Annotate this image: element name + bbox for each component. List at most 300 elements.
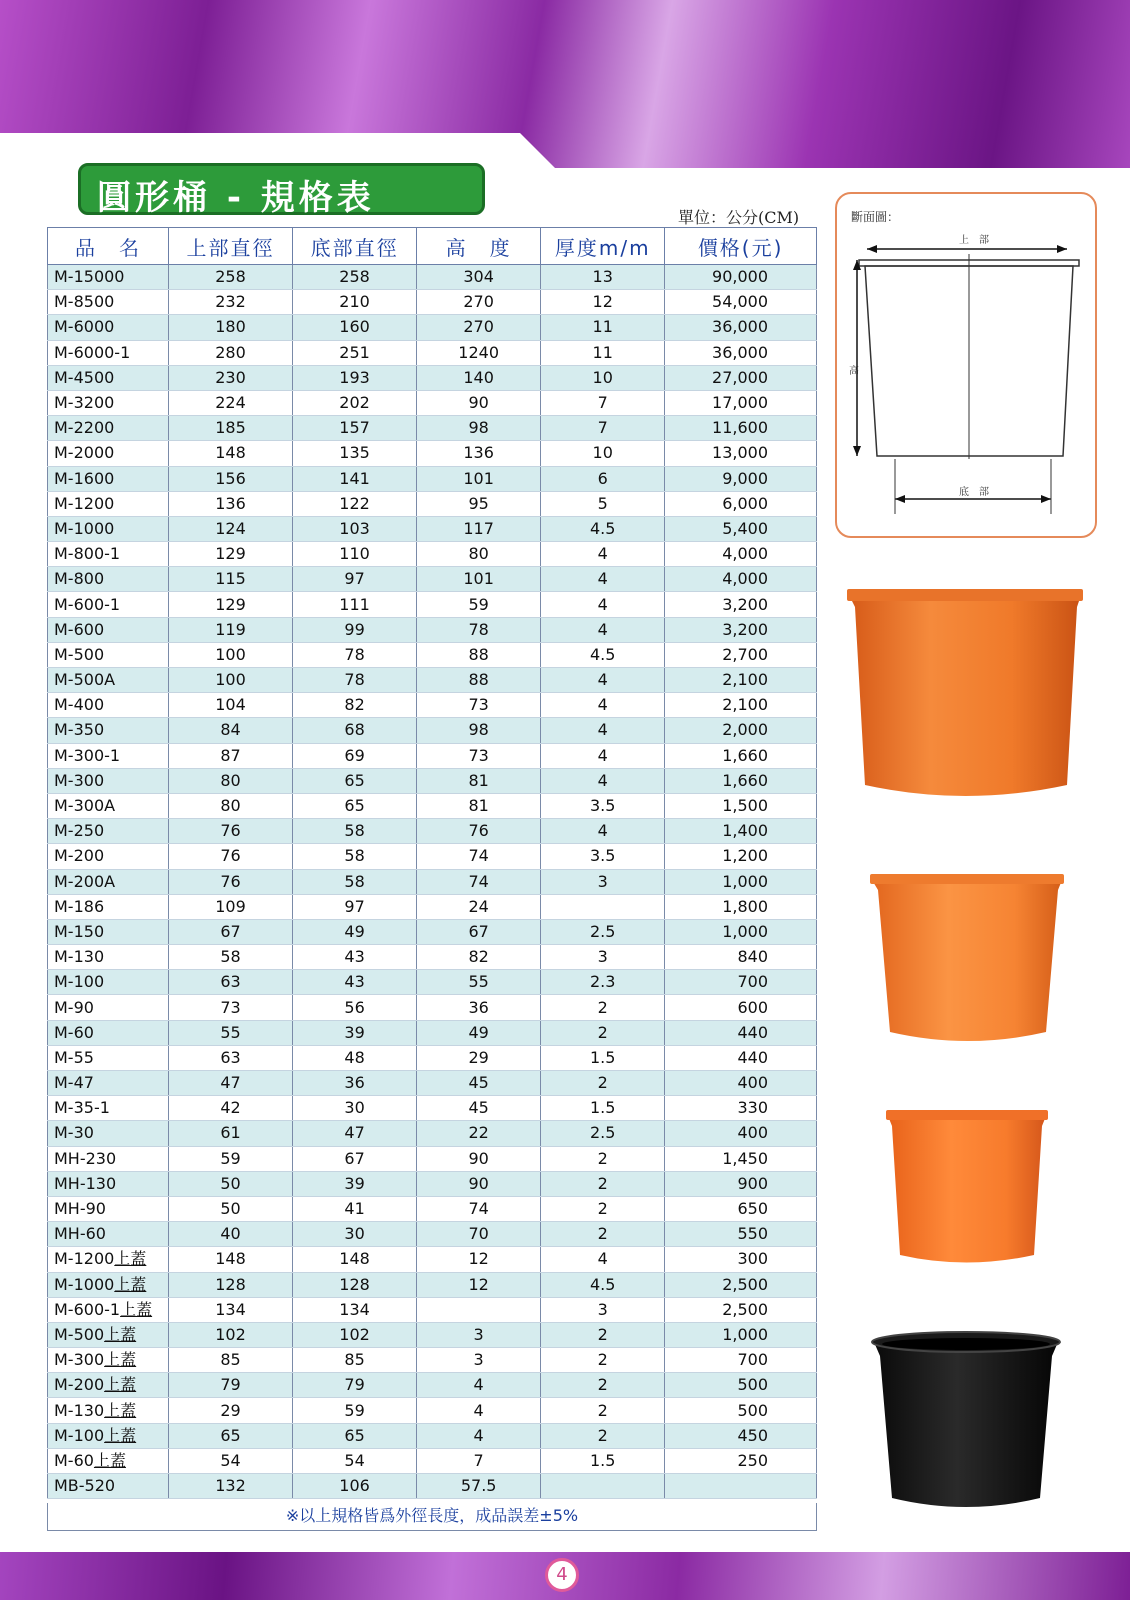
cell-height: 304	[417, 265, 541, 290]
cell-price: 1,800	[665, 894, 817, 919]
table-row	[48, 1423, 817, 1448]
cell-top-diameter: 85	[168, 1348, 292, 1373]
cell-top-diameter: 100	[168, 642, 292, 667]
cell-top-diameter: 132	[168, 1474, 292, 1499]
cell-price: 500	[665, 1373, 817, 1398]
cell-height: 76	[417, 819, 541, 844]
cell-name: M-2000	[48, 441, 169, 466]
cell-thickness: 10	[541, 365, 665, 390]
cell-height: 88	[417, 642, 541, 667]
orange-bucket-medium	[868, 872, 1068, 1052]
cell-height: 73	[417, 743, 541, 768]
cell-bottom-diameter: 134	[293, 1297, 417, 1322]
cell-bottom-diameter: 30	[293, 1096, 417, 1121]
cell-thickness: 2	[541, 1423, 665, 1448]
cell-name: M-1600	[48, 466, 169, 491]
cell-price: 550	[665, 1222, 817, 1247]
cell-bottom-diameter: 148	[293, 1247, 417, 1272]
cell-height: 4	[417, 1373, 541, 1398]
cell-top-diameter: 61	[168, 1121, 292, 1146]
cell-name: M-500	[48, 642, 169, 667]
cell-height: 136	[417, 441, 541, 466]
cell-thickness: 2	[541, 1071, 665, 1096]
cell-top-diameter: 84	[168, 718, 292, 743]
cell-thickness: 2	[541, 1020, 665, 1045]
cell-height: 3	[417, 1322, 541, 1347]
cell-bottom-diameter: 78	[293, 642, 417, 667]
cell-height	[417, 1297, 541, 1322]
table-row	[48, 819, 817, 844]
cell-height: 55	[417, 970, 541, 995]
cell-price: 1,000	[665, 869, 817, 894]
cell-price: 840	[665, 945, 817, 970]
cell-bottom-diameter: 58	[293, 869, 417, 894]
cell-name: M-300	[48, 768, 169, 793]
cell-top-diameter: 100	[168, 668, 292, 693]
cell-height: 22	[417, 1121, 541, 1146]
cell-height: 70	[417, 1222, 541, 1247]
table-row	[48, 1373, 817, 1398]
page-number: 4	[545, 1558, 579, 1592]
cell-bottom-diameter: 43	[293, 945, 417, 970]
cell-name: MH-230	[48, 1146, 169, 1171]
table-row	[48, 894, 817, 919]
cell-thickness: 11	[541, 340, 665, 365]
cell-price: 4,000	[665, 567, 817, 592]
cell-price: 13,000	[665, 441, 817, 466]
table-row	[48, 290, 817, 315]
cell-bottom-diameter: 210	[293, 290, 417, 315]
cell-height: 140	[417, 365, 541, 390]
cell-price: 5,400	[665, 516, 817, 541]
table-row	[48, 491, 817, 516]
cell-thickness: 4	[541, 567, 665, 592]
cell-top-diameter: 119	[168, 617, 292, 642]
cell-name: M-90	[48, 995, 169, 1020]
cell-top-diameter: 129	[168, 542, 292, 567]
cell-name: M-55	[48, 1045, 169, 1070]
cell-top-diameter: 79	[168, 1373, 292, 1398]
cell-thickness: 2.5	[541, 1121, 665, 1146]
cell-thickness: 2	[541, 1222, 665, 1247]
cell-price: 450	[665, 1423, 817, 1448]
cell-thickness: 2.5	[541, 919, 665, 944]
cell-price: 3,200	[665, 617, 817, 642]
cell-price: 2,700	[665, 642, 817, 667]
cell-top-diameter: 76	[168, 869, 292, 894]
cell-name: MH-60	[48, 1222, 169, 1247]
cell-bottom-diameter: 251	[293, 340, 417, 365]
cell-top-diameter: 148	[168, 441, 292, 466]
table-row	[48, 1474, 817, 1499]
cell-price: 2,500	[665, 1272, 817, 1297]
cell-price: 650	[665, 1196, 817, 1221]
cell-top-diameter: 40	[168, 1222, 292, 1247]
cell-price: 36,000	[665, 340, 817, 365]
cell-height: 4	[417, 1398, 541, 1423]
table-row	[48, 1071, 817, 1096]
cell-top-diameter: 80	[168, 768, 292, 793]
table-row	[48, 1348, 817, 1373]
cell-thickness: 4.5	[541, 642, 665, 667]
cell-name: M-300-1	[48, 743, 169, 768]
table-row	[48, 844, 817, 869]
cell-bottom-diameter: 258	[293, 265, 417, 290]
cell-height: 270	[417, 315, 541, 340]
table-row	[48, 265, 817, 290]
cell-name: MH-90	[48, 1196, 169, 1221]
footnote: ※以上規格皆爲外徑長度，成品誤差±5%	[47, 1503, 817, 1531]
cell-price: 2,500	[665, 1297, 817, 1322]
table-row	[48, 1247, 817, 1272]
cell-name: M-400	[48, 693, 169, 718]
col-header-height: 高 度	[417, 228, 541, 265]
cell-top-diameter: 50	[168, 1196, 292, 1221]
arrowhead-right-icon	[1041, 495, 1051, 503]
table-row	[48, 793, 817, 818]
cell-name: M-250	[48, 819, 169, 844]
cell-name: M-800	[48, 567, 169, 592]
cell-height: 117	[417, 516, 541, 541]
cell-name: M-300上蓋	[48, 1348, 169, 1373]
cell-price: 400	[665, 1121, 817, 1146]
cell-name: M-200上蓋	[48, 1373, 169, 1398]
cell-name: M-15000	[48, 265, 169, 290]
cell-price: 1,400	[665, 819, 817, 844]
table-row	[48, 365, 817, 390]
unit-label: 單位：公分(CM)	[678, 208, 800, 227]
cell-name: M-4500	[48, 365, 169, 390]
cell-thickness: 4.5	[541, 516, 665, 541]
cell-price: 250	[665, 1448, 817, 1473]
cell-bottom-diameter: 97	[293, 567, 417, 592]
cell-bottom-diameter: 41	[293, 1196, 417, 1221]
cell-price: 1,450	[665, 1146, 817, 1171]
cell-price: 6,000	[665, 491, 817, 516]
cell-thickness: 2	[541, 1348, 665, 1373]
cell-price: 2,100	[665, 668, 817, 693]
cell-price: 1,500	[665, 793, 817, 818]
cell-bottom-diameter: 99	[293, 617, 417, 642]
cell-bottom-diameter: 193	[293, 365, 417, 390]
diagram-title: 斷面圖：	[851, 210, 900, 224]
cell-thickness: 7	[541, 416, 665, 441]
table-row	[48, 416, 817, 441]
cell-top-diameter: 115	[168, 567, 292, 592]
cell-thickness: 2	[541, 1146, 665, 1171]
cell-top-diameter: 42	[168, 1096, 292, 1121]
cell-bottom-diameter: 110	[293, 542, 417, 567]
cell-height: 73	[417, 693, 541, 718]
cell-thickness	[541, 1474, 665, 1499]
cell-bottom-diameter: 58	[293, 819, 417, 844]
cell-height: 74	[417, 844, 541, 869]
cell-thickness: 1.5	[541, 1448, 665, 1473]
diagram-height-label: 高	[849, 366, 859, 377]
orange-bucket-small	[886, 1110, 1051, 1275]
table-row	[48, 1297, 817, 1322]
cell-thickness: 4	[541, 718, 665, 743]
cell-height: 57.5	[417, 1474, 541, 1499]
cell-thickness: 11	[541, 315, 665, 340]
table-row	[48, 1121, 817, 1146]
table-row	[48, 340, 817, 365]
cell-price: 1,000	[665, 919, 817, 944]
cell-thickness	[541, 894, 665, 919]
col-header-name: 品 名	[48, 228, 169, 265]
cell-height: 12	[417, 1272, 541, 1297]
cell-height: 67	[417, 919, 541, 944]
table-row	[48, 1222, 817, 1247]
table-row	[48, 466, 817, 491]
cell-name: M-186	[48, 894, 169, 919]
cell-bottom-diameter: 103	[293, 516, 417, 541]
cell-price: 700	[665, 970, 817, 995]
cell-name: M-600-1上蓋	[48, 1297, 169, 1322]
cell-thickness: 7	[541, 390, 665, 415]
cell-name: M-600	[48, 617, 169, 642]
cell-bottom-diameter: 106	[293, 1474, 417, 1499]
cell-name: M-6000-1	[48, 340, 169, 365]
cell-name: MB-520	[48, 1474, 169, 1499]
col-header-top-diameter: 上部直徑	[168, 228, 292, 265]
table-row	[48, 945, 817, 970]
cell-height: 90	[417, 1146, 541, 1171]
col-header-bottom-diameter: 底部直徑	[293, 228, 417, 265]
black-bucket	[868, 1328, 1064, 1518]
cell-height: 98	[417, 416, 541, 441]
cell-thickness: 4	[541, 1247, 665, 1272]
cell-top-diameter: 104	[168, 693, 292, 718]
table-row	[48, 919, 817, 944]
cell-thickness: 12	[541, 290, 665, 315]
cell-price: 27,000	[665, 365, 817, 390]
cell-thickness: 2	[541, 1196, 665, 1221]
cell-price: 900	[665, 1171, 817, 1196]
cell-thickness: 3	[541, 945, 665, 970]
cell-thickness: 4	[541, 617, 665, 642]
cell-top-diameter: 258	[168, 265, 292, 290]
cell-height: 29	[417, 1045, 541, 1070]
cell-bottom-diameter: 56	[293, 995, 417, 1020]
table-header-row	[48, 228, 817, 265]
table-row	[48, 1171, 817, 1196]
cell-top-diameter: 180	[168, 315, 292, 340]
cell-height: 270	[417, 290, 541, 315]
cell-bottom-diameter: 135	[293, 441, 417, 466]
cell-thickness: 2	[541, 1398, 665, 1423]
cell-name: M-600-1	[48, 592, 169, 617]
cell-thickness: 4	[541, 542, 665, 567]
cell-thickness: 2	[541, 1373, 665, 1398]
cell-top-diameter: 55	[168, 1020, 292, 1045]
cell-thickness: 5	[541, 491, 665, 516]
cell-name: MH-130	[48, 1171, 169, 1196]
cell-bottom-diameter: 82	[293, 693, 417, 718]
cell-name: M-3200	[48, 390, 169, 415]
cell-thickness: 13	[541, 265, 665, 290]
cell-price: 2,000	[665, 718, 817, 743]
cell-name: M-800-1	[48, 542, 169, 567]
cell-bottom-diameter: 102	[293, 1322, 417, 1347]
cell-height: 12	[417, 1247, 541, 1272]
cell-height: 81	[417, 768, 541, 793]
cell-price: 440	[665, 1045, 817, 1070]
table-row	[48, 1398, 817, 1423]
cell-thickness: 3.5	[541, 793, 665, 818]
cell-thickness: 10	[541, 441, 665, 466]
cell-bottom-diameter: 65	[293, 1423, 417, 1448]
cell-price: 9,000	[665, 466, 817, 491]
table-row	[48, 1272, 817, 1297]
cell-height: 49	[417, 1020, 541, 1045]
cell-height: 80	[417, 542, 541, 567]
cell-name: M-35-1	[48, 1096, 169, 1121]
cell-height: 90	[417, 390, 541, 415]
cell-price: 2,100	[665, 693, 817, 718]
cell-price: 700	[665, 1348, 817, 1373]
cell-bottom-diameter: 79	[293, 1373, 417, 1398]
table-row	[48, 1020, 817, 1045]
cell-top-diameter: 185	[168, 416, 292, 441]
cell-top-diameter: 76	[168, 819, 292, 844]
cell-top-diameter: 67	[168, 919, 292, 944]
cell-name: M-200A	[48, 869, 169, 894]
cell-price: 1,660	[665, 743, 817, 768]
cell-bottom-diameter: 122	[293, 491, 417, 516]
table-row	[48, 869, 817, 894]
cell-height: 82	[417, 945, 541, 970]
cell-bottom-diameter: 65	[293, 768, 417, 793]
cell-top-diameter: 65	[168, 1423, 292, 1448]
cell-bottom-diameter: 39	[293, 1020, 417, 1045]
cell-name: M-130	[48, 945, 169, 970]
cell-name: M-1200上蓋	[48, 1247, 169, 1272]
cell-thickness: 4	[541, 592, 665, 617]
cell-thickness: 3	[541, 869, 665, 894]
cell-bottom-diameter: 128	[293, 1272, 417, 1297]
cell-price: 90,000	[665, 265, 817, 290]
cell-price: 1,000	[665, 1322, 817, 1347]
cell-top-diameter: 230	[168, 365, 292, 390]
table-row	[48, 1448, 817, 1473]
table-row	[48, 617, 817, 642]
orange-bucket-large	[845, 585, 1095, 805]
cell-height: 95	[417, 491, 541, 516]
cell-thickness: 2	[541, 995, 665, 1020]
diagram-top-label: 上 部	[959, 235, 989, 246]
cell-top-diameter: 50	[168, 1171, 292, 1196]
cell-height: 74	[417, 1196, 541, 1221]
cell-name: M-1200	[48, 491, 169, 516]
cell-name: M-500上蓋	[48, 1322, 169, 1347]
cell-bottom-diameter: 97	[293, 894, 417, 919]
arrowhead-left-icon	[895, 495, 905, 503]
cell-height: 81	[417, 793, 541, 818]
table-row	[48, 718, 817, 743]
cell-top-diameter: 109	[168, 894, 292, 919]
cell-thickness: 2.3	[541, 970, 665, 995]
table-row	[48, 542, 817, 567]
cell-top-diameter: 87	[168, 743, 292, 768]
cell-height: 90	[417, 1171, 541, 1196]
cell-price: 440	[665, 1020, 817, 1045]
cell-name: M-1000	[48, 516, 169, 541]
table-row	[48, 516, 817, 541]
cell-thickness: 1.5	[541, 1096, 665, 1121]
cell-price: 17,000	[665, 390, 817, 415]
cell-top-diameter: 129	[168, 592, 292, 617]
cell-name: M-60	[48, 1020, 169, 1045]
cell-name: M-150	[48, 919, 169, 944]
cell-top-diameter: 29	[168, 1398, 292, 1423]
cell-name: M-6000	[48, 315, 169, 340]
table-row	[48, 1196, 817, 1221]
table-row	[48, 642, 817, 667]
cell-bottom-diameter: 48	[293, 1045, 417, 1070]
cell-height: 101	[417, 567, 541, 592]
cell-bottom-diameter: 47	[293, 1121, 417, 1146]
cell-name: M-350	[48, 718, 169, 743]
arrowhead-right-icon	[1057, 245, 1067, 253]
cell-top-diameter: 136	[168, 491, 292, 516]
cell-price: 4,000	[665, 542, 817, 567]
spec-table	[47, 227, 817, 1499]
cell-bottom-diameter: 111	[293, 592, 417, 617]
diagram-svg	[837, 194, 1095, 536]
cell-price	[665, 1474, 817, 1499]
cell-height: 59	[417, 592, 541, 617]
cell-price: 1,660	[665, 768, 817, 793]
cell-name: M-47	[48, 1071, 169, 1096]
cell-name: M-8500	[48, 290, 169, 315]
cell-name: M-2200	[48, 416, 169, 441]
cell-thickness: 1.5	[541, 1045, 665, 1070]
cell-top-diameter: 54	[168, 1448, 292, 1473]
cell-top-diameter: 59	[168, 1146, 292, 1171]
table-row	[48, 1146, 817, 1171]
cell-top-diameter: 224	[168, 390, 292, 415]
table-row	[48, 768, 817, 793]
cell-top-diameter: 134	[168, 1297, 292, 1322]
cell-bottom-diameter: 39	[293, 1171, 417, 1196]
cell-top-diameter: 58	[168, 945, 292, 970]
col-header-thickness: 厚度m/m	[541, 228, 665, 265]
cell-thickness: 6	[541, 466, 665, 491]
table-row	[48, 315, 817, 340]
cell-height: 36	[417, 995, 541, 1020]
arrowhead-up-icon	[853, 260, 861, 270]
cell-thickness: 3.5	[541, 844, 665, 869]
cell-bottom-diameter: 69	[293, 743, 417, 768]
cell-price: 3,200	[665, 592, 817, 617]
cell-top-diameter: 232	[168, 290, 292, 315]
table-row	[48, 668, 817, 693]
cell-name: M-300A	[48, 793, 169, 818]
cell-top-diameter: 280	[168, 340, 292, 365]
cell-name: M-200	[48, 844, 169, 869]
cell-height: 45	[417, 1071, 541, 1096]
cell-top-diameter: 148	[168, 1247, 292, 1272]
cell-price: 300	[665, 1247, 817, 1272]
cell-bottom-diameter: 67	[293, 1146, 417, 1171]
cell-bottom-diameter: 157	[293, 416, 417, 441]
cell-top-diameter: 156	[168, 466, 292, 491]
cell-thickness: 2	[541, 1171, 665, 1196]
cell-bottom-diameter: 58	[293, 844, 417, 869]
cell-top-diameter: 80	[168, 793, 292, 818]
cell-thickness: 4	[541, 668, 665, 693]
